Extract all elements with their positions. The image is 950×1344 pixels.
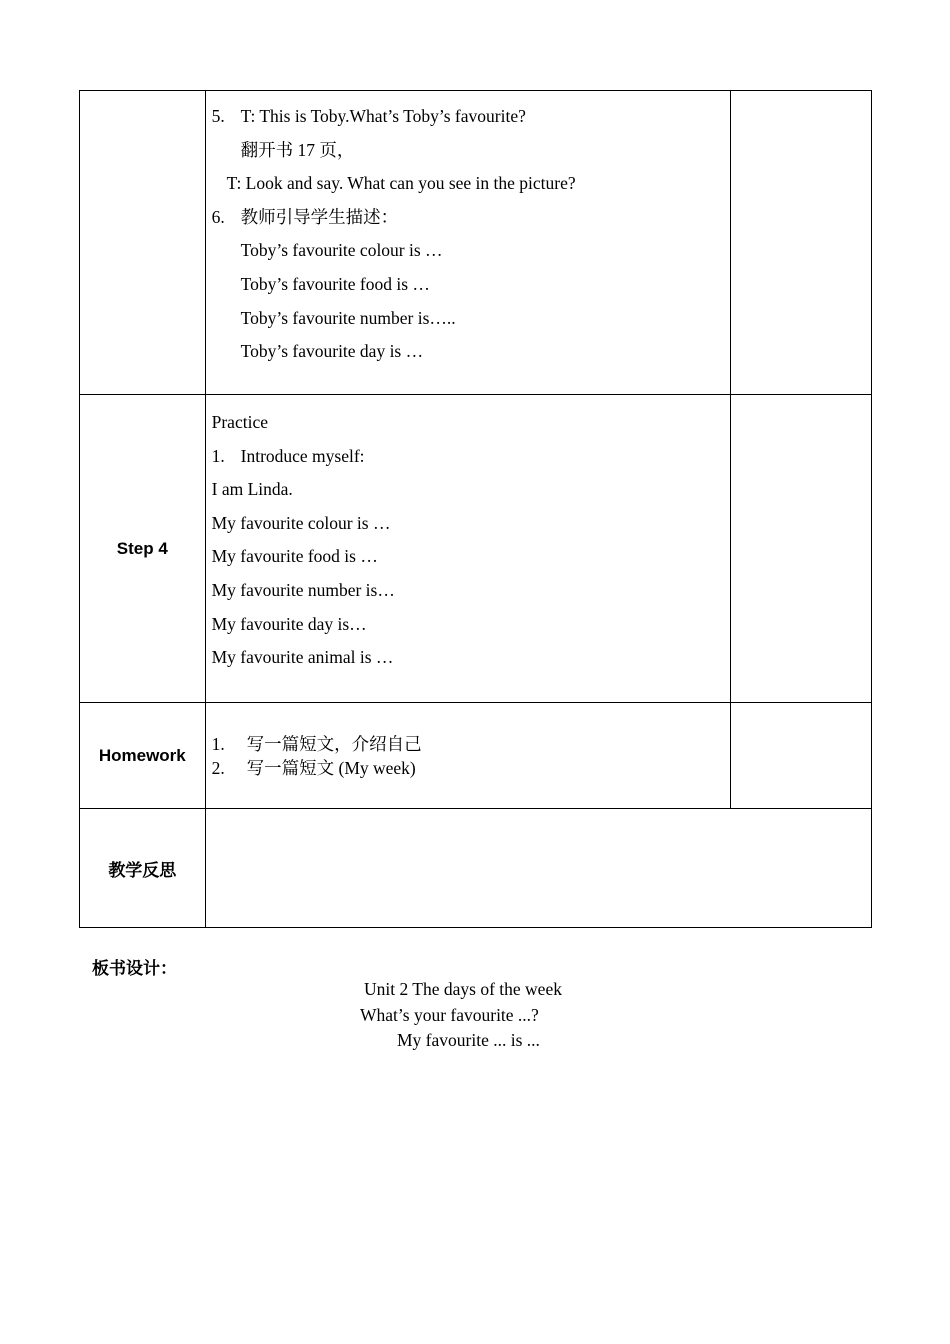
content-line: My favourite colour is … xyxy=(211,512,391,533)
content-line: My favourite day is… xyxy=(211,613,367,634)
content-line: My favourite animal is … xyxy=(211,647,394,668)
content-line: Toby’s favourite food is … xyxy=(240,273,430,294)
content-line: Toby’s favourite number is….. xyxy=(240,307,456,328)
row-content xyxy=(205,91,731,395)
content-line: My favourite number is… xyxy=(211,579,395,600)
board-design-title: 板书设计： xyxy=(92,959,177,978)
content-line: My favourite food is … xyxy=(211,546,378,567)
list-number: 2. xyxy=(211,757,225,778)
list-number: 1. xyxy=(211,445,225,466)
board-line: Unit 2 The days of the week xyxy=(364,979,562,999)
content-line: I am Linda. xyxy=(211,479,293,500)
row-label: Step 4 xyxy=(80,395,206,703)
content-line: Introduce myself: xyxy=(240,445,365,466)
row-content xyxy=(205,395,731,703)
board-line: What’s your favourite ...? xyxy=(360,1005,539,1025)
notes-cell xyxy=(731,91,872,395)
lesson-plan-table xyxy=(79,90,872,928)
content-line: T: This is Toby.What’s Toby’s favourite? xyxy=(240,106,526,126)
list-number: 5. xyxy=(211,106,225,126)
notes-cell xyxy=(731,703,872,809)
reflection-cell xyxy=(205,809,871,928)
row-label: Homework xyxy=(80,703,206,809)
content-line: 写一篇短文 (My week) xyxy=(246,757,416,778)
board-line: My favourite ... is ... xyxy=(397,1030,540,1050)
content-line: Practice xyxy=(211,412,268,432)
content-line: 写一篇短文，介绍自己 xyxy=(246,733,422,754)
row-content xyxy=(205,703,731,809)
content-line: T: Look and say. What can you see in the picture? xyxy=(226,173,576,194)
content-line: 翻开书 17 页， xyxy=(240,139,355,160)
list-number: 1. xyxy=(211,733,225,754)
row-label: 教学反思 xyxy=(80,809,206,928)
table-row xyxy=(80,809,872,928)
content-line: Toby’s favourite day is … xyxy=(240,341,424,362)
table-row xyxy=(80,703,872,809)
row-label xyxy=(80,91,206,395)
content-line: Toby’s favourite colour is … xyxy=(240,240,443,261)
table-row xyxy=(80,91,872,395)
table-row xyxy=(80,395,872,703)
notes-cell xyxy=(731,395,872,703)
content-line: 教师引导学生描述： xyxy=(240,206,399,227)
list-number: 6. xyxy=(211,206,225,227)
